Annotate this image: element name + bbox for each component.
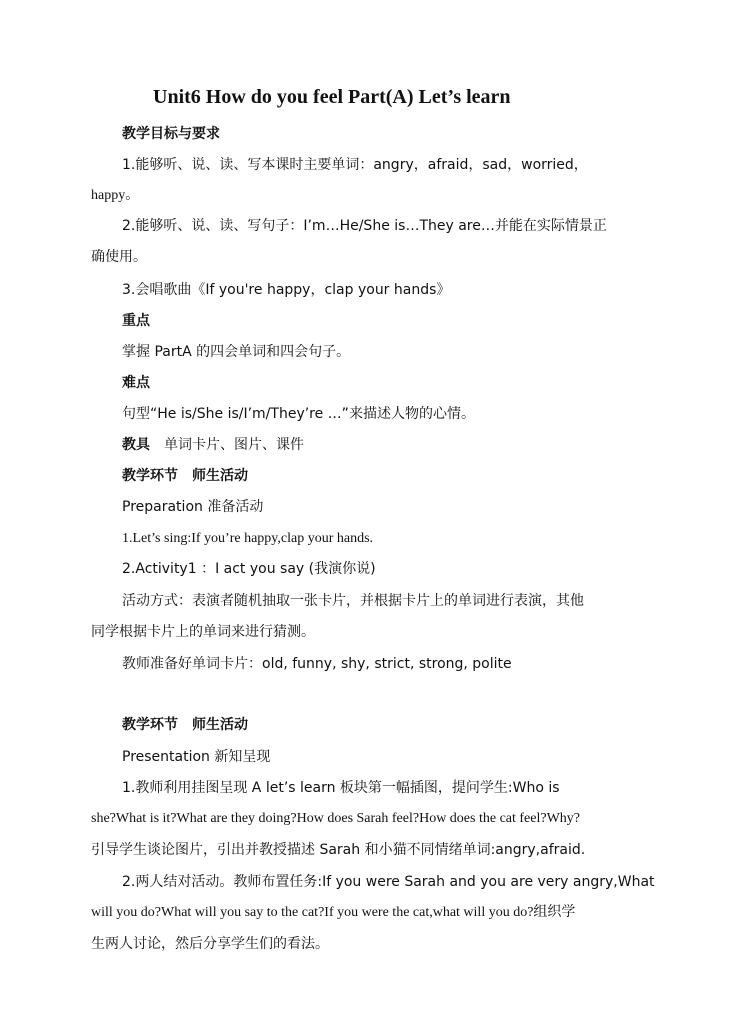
key-text: 掌握 PartA 的四会单词和四会句子。: [122, 344, 351, 360]
tools-label: 教具: [122, 437, 150, 453]
presentation-item-1-line-3: 引导学生谈论图片，引出并教授描述 Sarah 和小猫不同情绪单词:angry,afraid.: [91, 842, 586, 858]
goal-2-line-2: 确使用。: [91, 249, 147, 265]
preparation-item-1: 1.Let’s sing:If you’re happy,clap your hands.: [122, 531, 374, 546]
stage-1-activity: 师生活动: [192, 468, 248, 484]
stage-1-heading: [122, 466, 248, 486]
presentation-item-1-line-2: she?What is it?What are they doing?How does Sarah feel?How does the cat feel?Why?: [91, 811, 581, 826]
stage-1-label: 教学环节: [122, 468, 178, 484]
presentation-item-2-line-1: 2.两人结对活动。教师布置任务:If you were Sarah and you are very angry,What: [122, 874, 655, 890]
stage-2-label: 教学环节: [122, 717, 178, 733]
presentation-heading: Presentation 新知呈现: [122, 749, 271, 765]
preparation-item-3-line-1: 活动方式：表演者随机抽取一张卡片，并根据卡片上的单词进行表演，其他: [122, 593, 584, 609]
tools-text: 单词卡片、图片、课件: [164, 437, 304, 453]
presentation-item-2-line-2: will you do?What will you say to the cat?If you were the cat,what will you do?组织学: [91, 905, 576, 920]
tools-line: [122, 435, 304, 455]
stage-2-activity: 师生活动: [192, 717, 248, 733]
preparation-item-2: 2.Activity1 ：I act you say (我演你说): [122, 561, 376, 577]
preparation-item-3-line-2: 同学根据卡片上的单词来进行猜测。: [91, 624, 315, 640]
stage-2-heading: [122, 715, 248, 735]
preparation-item-4: 教师准备好单词卡片：old, funny, shy, strict, strong, polite: [122, 656, 512, 672]
key-heading: 重点: [122, 313, 150, 329]
difficulty-text: 句型“He is/She is/I’m/They’re …”来描述人物的心情。: [122, 406, 475, 422]
goal-3: 3.会唱歌曲《If you're happy，clap your hands》: [122, 282, 451, 298]
goals-heading: 教学目标与要求: [122, 126, 220, 142]
difficulty-heading: 难点: [122, 375, 150, 391]
goal-1-line-1: 1.能够听、说、读、写本课时主要单词：angry，afraid，sad，worried，: [122, 157, 588, 173]
goal-2-line-1: 2.能够听、说、读、写句子：I’m…He/She is…They are…并能在实际情景正: [122, 218, 607, 234]
presentation-item-1-line-1: 1.教师利用挂图呈现 A let’s learn 板块第一幅插图，提问学生:Who is: [122, 780, 560, 796]
goal-1-line-2: happy。: [91, 188, 140, 203]
preparation-heading: Preparation 准备活动: [122, 499, 264, 515]
presentation-item-2-line-3: 生两人讨论，然后分享学生们的看法。: [91, 936, 329, 952]
page-title: Unit6 How do you feel Part(A) Let’s learn: [153, 86, 511, 108]
